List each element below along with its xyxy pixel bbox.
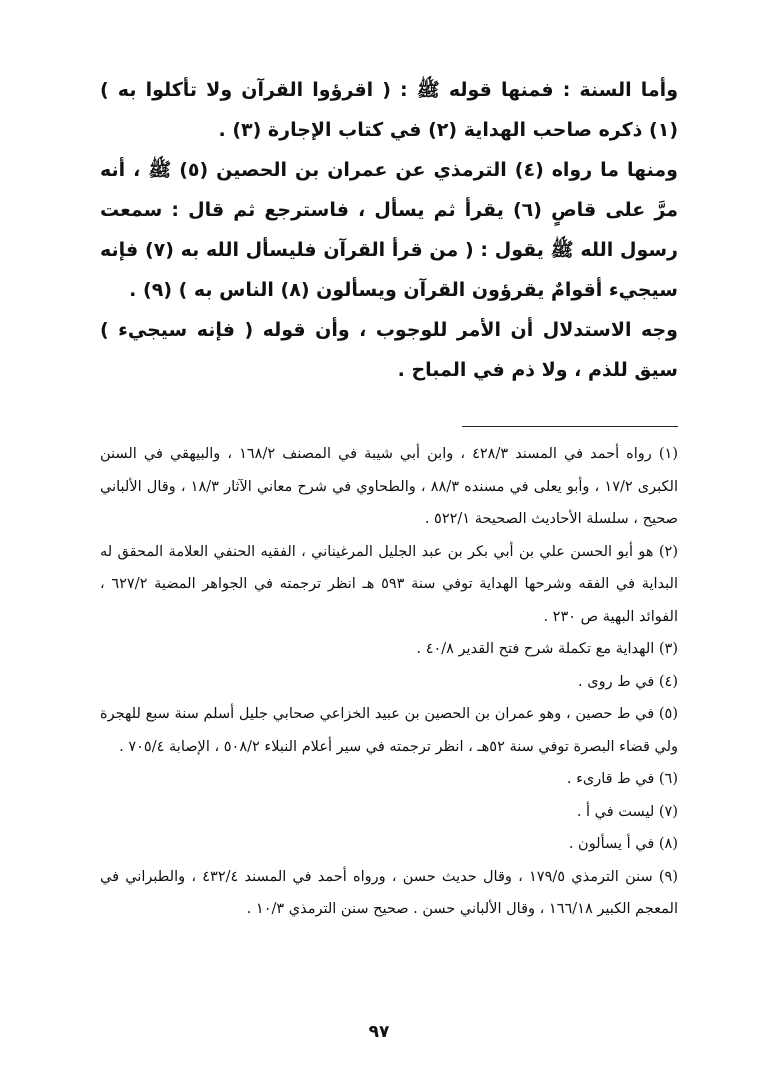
main-paragraph: ومنها ما رواه (٤) الترمذي عن عمران بن الحصين (٥) ﷺ ، أنه مرَّ على قاصٍ (٦) يقرأ ثم يسأل ، فاسترجع ثم قال : سمعت رسول الله ﷺ يقول : ( من قرأ القرآن فليسأل الله به (٧) فإنه سيجيء أقوامٌ يقرؤون القرآن ويسألون (٨) الناس به ) (٩) .	[100, 159, 678, 301]
footnote-1: (١) رواه أحمد في المسند ٤٢٨/٣ ، وابن أبي شيبة في المصنف ١٦٨/٢ ، والبيهقي في السنن الكبرى ١٧/٢ ، وأبو يعلى في مسنده ٨٨/٣ ، والطحاوي في شرح معاني الآثار ١٨/٣ ، وقال الألباني صحيح ، سلسلة الأحاديث الصحيحة ٥٢٢/١ .	[100, 446, 678, 527]
page-number: ٩٧	[368, 1022, 390, 1042]
main-paragraph: وأما السنة : فمنها قوله ﷺ : ( اقرؤوا القرآن ولا تأكلوا به ) (١) ذكره صاحب الهداية (٢) في كتاب الإجارة (٣) .	[100, 79, 678, 141]
footnotes	[100, 438, 678, 926]
footnote-2: (٢) هو أبو الحسن علي بن أبي بكر بن عبد الجليل المرغيناني ، الفقيه الحنفي العلامة المحقق له البداية في الفقه وشرحها الهداية توفي سنة ٥٩٣ هـ انظر ترجمته في الجواهر المضية ٦٢٧/٢ ، الفوائد البهية ص ٢٣٠ .	[100, 543, 678, 625]
footnote-8: (٨) في أ يسألون .	[568, 836, 678, 852]
footnote-separator	[462, 426, 678, 427]
footnote-4: (٤) في ط روى .	[578, 673, 678, 690]
footnote-7: (٧) ليست في أ .	[576, 803, 678, 820]
main-paragraph: وجه الاستدلال أن الأمر للوجوب ، وأن قوله ( فإنه سيجيء ) سيق للذم ، ولا ذم في المباح .	[100, 319, 678, 381]
footnote-9: (٩) سنن الترمذي ١٧٩/٥ ، وقال حديث حسن ، ورواه أحمد في المسند ٤٣٢/٤ ، والطبراني في المعجم الكبير ١٦٦/١٨ ، وقال الألباني حسن . صحيح سنن الترمذي ١٠/٣ .	[100, 868, 678, 917]
footnote-6: (٦) في ط قارىء .	[566, 771, 678, 787]
footnote-3: (٣) الهداية مع تكملة شرح فتح القدير ٤٠/٨ .	[416, 641, 678, 657]
main-text	[100, 70, 678, 390]
footnote-5: (٥) في ط حصين ، وهو عمران بن الحصين بن عبيد الخزاعي صحابي جليل أسلم سنة سبع للهجرة ولي قضاء البصرة توفي سنة ٥٢هـ ، انظر ترجمته في سير أعلام النبلاء ٥٠٨/٢ ، الإصابة ٧٠٥/٤ .	[100, 706, 678, 755]
